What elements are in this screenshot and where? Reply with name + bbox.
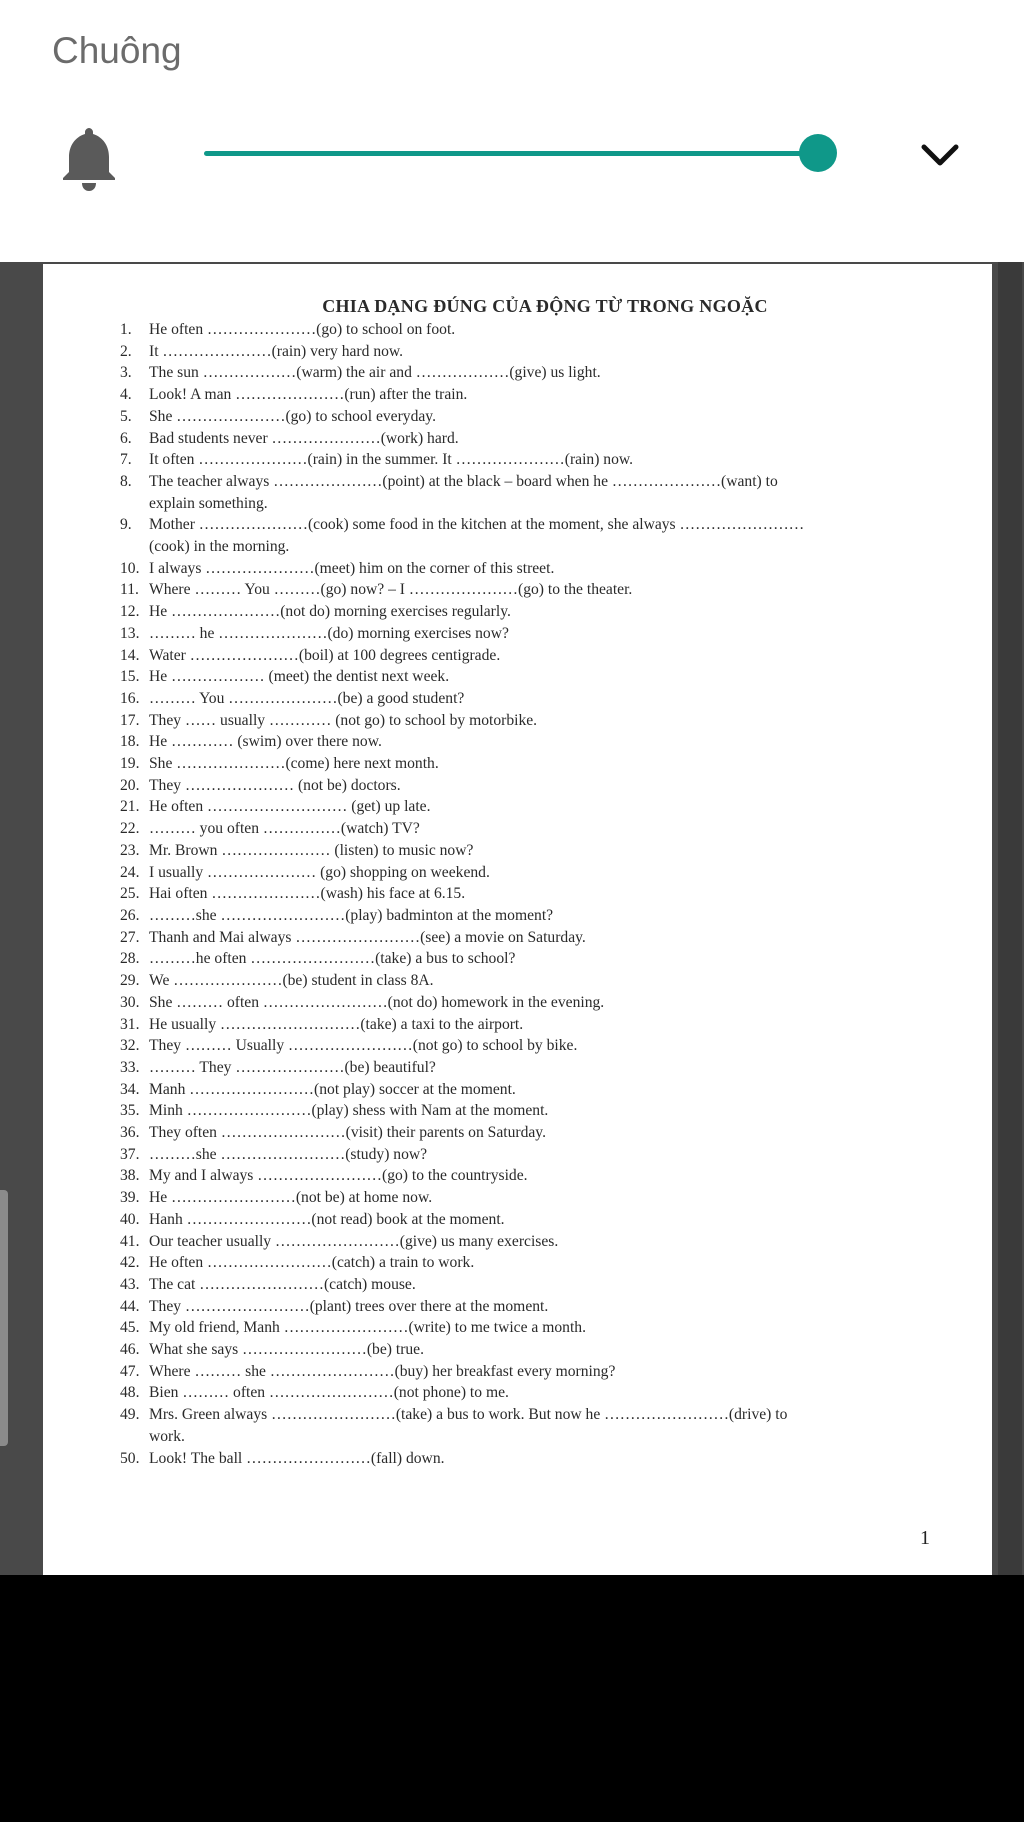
- exercise-number: 31.: [120, 1015, 140, 1033]
- exercise-text: It …………………(rain) very hard now.: [149, 342, 404, 360]
- exercise-line: [120, 862, 950, 884]
- volume-slider-track[interactable]: [204, 151, 818, 156]
- exercise-line: [120, 319, 950, 341]
- exercise-number: 24.: [120, 863, 140, 881]
- exercise-text: work.: [149, 1427, 185, 1445]
- exercise-line: [120, 1382, 950, 1404]
- exercise-number: 28.: [120, 950, 140, 968]
- exercise-number: 17.: [120, 711, 140, 729]
- exercise-text: They ……… Usually ……………………(not go) to school by bike.: [149, 1037, 578, 1055]
- exercise-line: [120, 1144, 950, 1166]
- exercise-number: 26.: [120, 906, 140, 924]
- exercise-text: Look! The ball ……………………(fall) down.: [149, 1449, 445, 1467]
- exercise-text: She ……… often ……………………(not do) homework in the evening.: [149, 993, 605, 1011]
- exercise-number: 34.: [120, 1080, 140, 1098]
- exercise-line: [120, 384, 950, 406]
- exercise-text: ……… he …………………(do) morning exercises now?: [149, 624, 509, 642]
- exercise-text: He ……………… (meet) the dentist next week.: [149, 668, 450, 686]
- exercise-text: Where ……… You ………(go) now? – I …………………(go) to the theater.: [149, 581, 633, 599]
- exercise-text: Minh ……………………(play) shess with Nam at the moment.: [149, 1102, 549, 1120]
- exercise-line: [120, 688, 950, 710]
- exercise-line: [120, 1035, 950, 1057]
- exercise-number: [120, 493, 149, 515]
- exercise-number: 13.: [120, 624, 140, 642]
- exercise-text: explain something.: [149, 494, 268, 512]
- exercise-number: 40.: [120, 1210, 140, 1228]
- exercise-number: 25.: [120, 885, 140, 903]
- exercise-number: 5.: [120, 407, 132, 425]
- page-number: 1: [920, 1527, 930, 1549]
- exercise-line: [120, 731, 950, 753]
- exercise-text: They …… usually ………… (not go) to school by motorbike.: [149, 711, 538, 729]
- exercise-line: [120, 1296, 950, 1318]
- exercise-line: [120, 1339, 950, 1361]
- exercise-line: [120, 341, 950, 363]
- bell-icon: [58, 122, 120, 192]
- exercise-number: 50.: [120, 1449, 140, 1467]
- exercise-line: [120, 666, 950, 688]
- exercise-number: 47.: [120, 1362, 140, 1380]
- exercise-line: [120, 623, 950, 645]
- exercise-text: It often …………………(rain) in the summer. It …………………(rain) now.: [149, 451, 634, 469]
- exercise-line: [120, 1079, 950, 1101]
- exercise-line: [120, 1448, 950, 1470]
- exercise-text: Hai often …………………(wash) his face at 6.15.: [149, 885, 466, 903]
- exercise-text: Thanh and Mai always ……………………(see) a movie on Saturday.: [149, 928, 586, 946]
- exercise-text: Bad students never …………………(work) hard.: [149, 429, 459, 447]
- exercise-number: 15.: [120, 668, 140, 686]
- exercise-number: 18.: [120, 733, 140, 751]
- exercise-number: 37.: [120, 1145, 140, 1163]
- exercise-line: [120, 1057, 950, 1079]
- exercise-number: 10.: [120, 559, 140, 577]
- exercise-line: [120, 710, 950, 732]
- exercise-number: 49.: [120, 1406, 140, 1424]
- document-page: [43, 264, 992, 1575]
- exercise-text: Where ……… she ……………………(buy) her breakfast every morning?: [149, 1362, 616, 1380]
- exercise-text: ………he often ……………………(take) a bus to school?: [149, 950, 516, 968]
- exercise-line: [120, 1014, 950, 1036]
- exercise-line: [120, 818, 950, 840]
- exercise-line: [120, 1100, 950, 1122]
- exercise-line: [120, 796, 950, 818]
- exercise-number: 41.: [120, 1232, 140, 1250]
- exercise-number: 39.: [120, 1189, 140, 1207]
- exercise-text: She …………………(go) to school everyday.: [149, 407, 436, 425]
- exercise-number: 44.: [120, 1297, 140, 1315]
- exercise-text: We …………………(be) student in class 8A.: [149, 972, 434, 990]
- scroll-handle[interactable]: [0, 1190, 8, 1446]
- exercise-line: [120, 536, 950, 558]
- chevron-down-icon[interactable]: [918, 140, 962, 170]
- exercise-number: 23.: [120, 841, 140, 859]
- exercise-line: [120, 753, 950, 775]
- exercise-text: ………she ……………………(play) badminton at the moment?: [149, 906, 554, 924]
- volume-slider-thumb[interactable]: [799, 134, 837, 172]
- exercise-number: 14.: [120, 646, 140, 664]
- exercise-number: 43.: [120, 1275, 140, 1293]
- page-edge: [998, 262, 1022, 1575]
- panel-title: Chuông: [52, 30, 182, 71]
- exercise-line: [120, 645, 950, 667]
- exercise-number: 45.: [120, 1319, 140, 1337]
- exercise-text: Look! A man …………………(run) after the train.: [149, 386, 468, 404]
- exercise-number: 35.: [120, 1102, 140, 1120]
- exercise-number: 11.: [120, 581, 139, 599]
- exercise-line: [120, 579, 950, 601]
- exercise-line: [120, 406, 950, 428]
- exercise-number: [120, 536, 149, 558]
- exercise-number: 1.: [120, 321, 132, 338]
- exercise-number: 20.: [120, 776, 140, 794]
- exercise-number: 21.: [120, 798, 140, 816]
- exercise-text: He ………… (swim) over there now.: [149, 733, 382, 751]
- exercise-number: 12.: [120, 603, 140, 621]
- exercise-text: Bien ……… often ……………………(not phone) to me.: [149, 1384, 509, 1402]
- exercise-number: 2.: [120, 342, 132, 360]
- exercise-line: [120, 840, 950, 862]
- exercise-line: [120, 1165, 950, 1187]
- exercise-line: [120, 1187, 950, 1209]
- exercise-line: [120, 1122, 950, 1144]
- exercise-line: [120, 449, 950, 471]
- exercise-number: 29.: [120, 972, 140, 990]
- exercise-line: [120, 1209, 950, 1231]
- exercise-text: ……… You …………………(be) a good student?: [149, 689, 465, 707]
- exercise-number: 8.: [120, 472, 132, 490]
- exercise-number: 30.: [120, 993, 140, 1011]
- exercise-text: He ……………………(not be) at home now.: [149, 1189, 433, 1207]
- bottom-blank-area: [0, 1575, 1024, 1822]
- document-content: [120, 296, 950, 1469]
- exercise-line: [120, 948, 950, 970]
- exercise-line: [120, 905, 950, 927]
- exercise-number: 4.: [120, 386, 132, 404]
- exercise-number: 22.: [120, 820, 140, 838]
- exercise-text: They often ……………………(visit) their parents on Saturday.: [149, 1124, 546, 1142]
- exercise-text: The cat ……………………(catch) mouse.: [149, 1275, 416, 1293]
- exercise-number: 36.: [120, 1124, 140, 1142]
- exercise-number: 46.: [120, 1341, 140, 1359]
- exercise-line: [120, 1252, 950, 1274]
- exercise-text: The sun ………………(warm) the air and ………………(give) us light.: [149, 364, 601, 382]
- exercise-text: My old friend, Manh ……………………(write) to me twice a month.: [149, 1319, 586, 1337]
- document-title: CHIA DẠNG ĐÚNG CỦA ĐỘNG TỪ TRONG NGOẶC: [322, 296, 768, 316]
- exercise-number: 32.: [120, 1037, 140, 1055]
- exercise-line: [120, 1426, 950, 1448]
- exercise-number: 16.: [120, 689, 140, 707]
- exercise-list: [120, 319, 950, 1469]
- exercise-line: [120, 362, 950, 384]
- exercise-text: My and I always ……………………(go) to the countryside.: [149, 1167, 528, 1185]
- exercise-text: Mother …………………(cook) some food in the kitchen at the moment, she always ……………………: [149, 516, 805, 534]
- volume-panel: [0, 0, 1024, 262]
- exercise-line: [120, 775, 950, 797]
- exercise-number: 19.: [120, 755, 140, 773]
- exercise-number: 42.: [120, 1254, 140, 1272]
- exercise-text: (cook) in the morning.: [149, 538, 290, 556]
- exercise-text: I always …………………(meet) him on the corner of this street.: [149, 559, 555, 577]
- exercise-text: He …………………(not do) morning exercises regularly.: [149, 603, 511, 621]
- exercise-text: ………she ……………………(study) now?: [149, 1145, 428, 1163]
- exercise-line: [120, 1317, 950, 1339]
- exercise-line: [120, 970, 950, 992]
- exercise-line: [120, 1361, 950, 1383]
- exercise-text: They ………………… (not be) doctors.: [149, 776, 401, 794]
- exercise-line: [120, 514, 950, 536]
- exercise-text: Hanh ……………………(not read) book at the moment.: [149, 1210, 505, 1228]
- exercise-text: He often ……………………(catch) a train to work.: [149, 1254, 475, 1272]
- exercise-number: 6.: [120, 429, 132, 447]
- exercise-number: 27.: [120, 928, 140, 946]
- exercise-line: [120, 493, 950, 515]
- exercise-line: [120, 1274, 950, 1296]
- exercise-text: He often …………………(go) to school on foot.: [149, 321, 456, 338]
- exercise-line: [120, 471, 950, 493]
- exercise-line: [120, 601, 950, 623]
- exercise-text: I usually ………………… (go) shopping on weekend.: [149, 863, 490, 881]
- exercise-line: [120, 1404, 950, 1426]
- exercise-text: The teacher always …………………(point) at the black – board when he …………………(want) to: [149, 472, 778, 490]
- exercise-text: They ……………………(plant) trees over there at the moment.: [149, 1297, 549, 1315]
- exercise-text: He usually ………………………(take) a taxi to the airport.: [149, 1015, 524, 1033]
- exercise-text: ……… you often ……………(watch) TV?: [149, 820, 420, 838]
- exercise-number: 7.: [120, 451, 132, 469]
- exercise-text: What she says ……………………(be) true.: [149, 1341, 424, 1359]
- exercise-line: [120, 558, 950, 580]
- exercise-number: 33.: [120, 1058, 140, 1076]
- exercise-line: [120, 428, 950, 450]
- exercise-line: [120, 883, 950, 905]
- exercise-number: [120, 1426, 149, 1448]
- exercise-number: 3.: [120, 364, 132, 382]
- exercise-line: [120, 927, 950, 949]
- exercise-text: Mrs. Green always ……………………(take) a bus to work. But now he ……………………(drive) to: [149, 1406, 788, 1424]
- exercise-text: Water …………………(boil) at 100 degrees centigrade.: [149, 646, 501, 664]
- exercise-number: 48.: [120, 1384, 140, 1402]
- exercise-line: [120, 992, 950, 1014]
- exercise-line: [120, 1231, 950, 1253]
- exercise-text: Manh ……………………(not play) soccer at the moment.: [149, 1080, 516, 1098]
- exercise-number: 38.: [120, 1167, 140, 1185]
- exercise-text: He often ……………………… (get) up late.: [149, 798, 431, 816]
- exercise-text: She …………………(come) here next month.: [149, 755, 439, 773]
- exercise-text: Mr. Brown ………………… (listen) to music now?: [149, 841, 474, 859]
- exercise-text: ……… They …………………(be) beautiful?: [149, 1058, 436, 1076]
- exercise-number: 9.: [120, 516, 132, 534]
- exercise-text: Our teacher usually ……………………(give) us many exercises.: [149, 1232, 559, 1250]
